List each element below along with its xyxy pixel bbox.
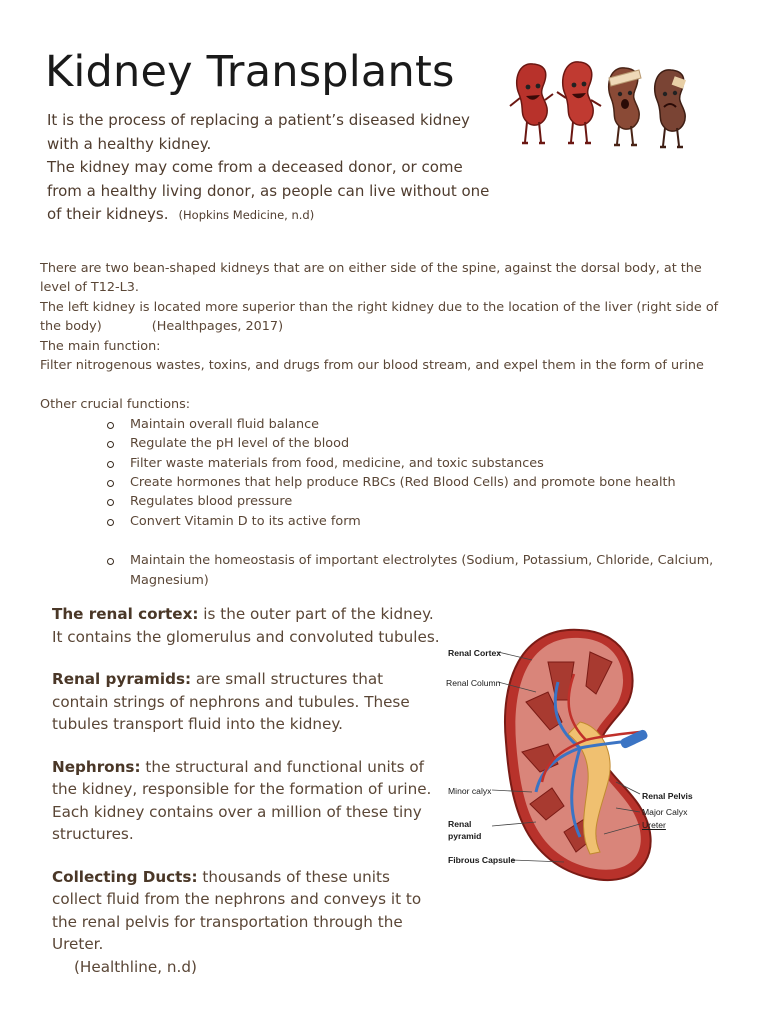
list-item: [40, 512, 730, 531]
text-collecting-ducts: thousands of these units collect fluid from the nephrons and conveys it to the renal pelvis for transportation through the Ureter.: [52, 867, 422, 953]
list-item: [40, 551, 730, 590]
intro-line-1: It is the process of replacing a patient’s diseased kidney with a healthy kidney.: [47, 111, 470, 153]
label-renal-pyramid: Renal pyramid: [448, 819, 482, 841]
cartoon-kidneys-illustration: [505, 52, 705, 152]
happy-kidney-2: [557, 62, 601, 143]
text-renal-pyramids: are small structures that contain strings of nephrons and tubules. These tubules transport fluid into the kidney.: [52, 670, 410, 733]
def-renal-cortex: [52, 603, 442, 648]
intro-line-2-text: The kidney may come from a deceased donor, or come from a healthy living donor, as people can live without one of their kidneys.: [47, 158, 490, 223]
label-ureter: Ureter: [642, 820, 666, 830]
kidney-cross-section-drawing: [440, 622, 730, 892]
term-nephrons: Nephrons:: [52, 757, 141, 776]
function-text: Filter waste materials from food, medicine, and toxic substances: [130, 455, 544, 471]
function-text: Regulates blood pressure: [130, 494, 293, 510]
bullet-icon: [107, 480, 114, 487]
list-item: [40, 492, 730, 511]
def-nephrons: [52, 756, 442, 846]
bullet-icon: [107, 499, 114, 506]
info-location-text: There are two bean-shaped kidneys that are on either side of the spine, against the dorsal body, at the level of T12-L3.: [40, 261, 702, 296]
main-function-text: Filter nitrogenous wastes, toxins, and drugs from our blood stream, and expel them in the form of urine: [40, 358, 704, 374]
text-renal-cortex: is the outer part of the kidney. It contains the glomerulus and convoluted tubules.: [52, 605, 440, 646]
bullet-icon: [107, 558, 114, 565]
kidney-diagram: [440, 622, 730, 892]
def-collecting-ducts: [52, 866, 442, 979]
label-renal-pelvis: Renal Pelvis: [642, 791, 693, 801]
function-text: Maintain overall fluid balance: [130, 416, 319, 432]
functions-list: [40, 415, 730, 590]
label-renal-cortex: Renal Cortex: [448, 648, 502, 658]
bullet-icon: [107, 422, 114, 429]
intro-line-2: [47, 156, 497, 228]
label-renal-column: Renal Column: [446, 678, 501, 688]
info-superior-line: The left kidney is located more superior than the right kidney due to the location of the liver (right side of the body): [40, 299, 719, 335]
label-fibrous-capsule: Fibrous Capsule: [448, 855, 516, 865]
term-collecting-ducts: Collecting Ducts:: [52, 867, 198, 886]
list-item: [40, 454, 730, 473]
term-renal-pyramids: Renal pyramids:: [52, 670, 192, 688]
sad-kidney: [655, 70, 686, 147]
intro-citation: (Hopkins Medicine, n.d): [178, 208, 315, 222]
definitions-section: [52, 603, 442, 978]
bandaged-kidney: [609, 68, 641, 145]
bullet-icon: [107, 519, 114, 526]
page-title: Kidney Transplants: [45, 47, 455, 97]
function-text: Create hormones that help produce RBCs (Red Blood Cells) and promote bone health: [130, 475, 676, 491]
main-function-heading: The main function:: [40, 338, 161, 354]
list-item: [40, 473, 730, 492]
bullet-icon: [107, 461, 114, 468]
text-nephrons: the structural and functional units of the kidney, responsible for the formation of urine. Each kidney contains over a million of these tiny structures.: [52, 757, 432, 843]
label-major-calyx: Major Calyx: [642, 807, 688, 817]
function-text: Convert Vitamin D to its active form: [130, 513, 361, 529]
def-renal-pyramids: [52, 668, 442, 736]
label-minor-calyx: Minor calyx: [448, 786, 492, 796]
function-text: Maintain the homeostasis of important electrolytes (Sodium, Potassium, Chloride, Calcium, Magnesium): [130, 553, 714, 588]
term-renal-cortex: The renal cortex:: [52, 605, 199, 623]
happy-kidney-1: [510, 64, 553, 143]
defs-citation: (Healthline, n.d): [74, 957, 197, 976]
info-superior-citation: (Healthpages, 2017): [151, 319, 284, 335]
info-superior-text: [40, 298, 730, 337]
kidney-info-section: [40, 259, 730, 590]
intro-section: [47, 109, 497, 228]
function-text: Regulate the pH level of the blood: [130, 436, 350, 452]
list-item: [40, 434, 730, 453]
other-functions-heading: Other crucial functions:: [40, 397, 191, 413]
bullet-icon: [107, 441, 114, 448]
list-item: [40, 415, 730, 434]
